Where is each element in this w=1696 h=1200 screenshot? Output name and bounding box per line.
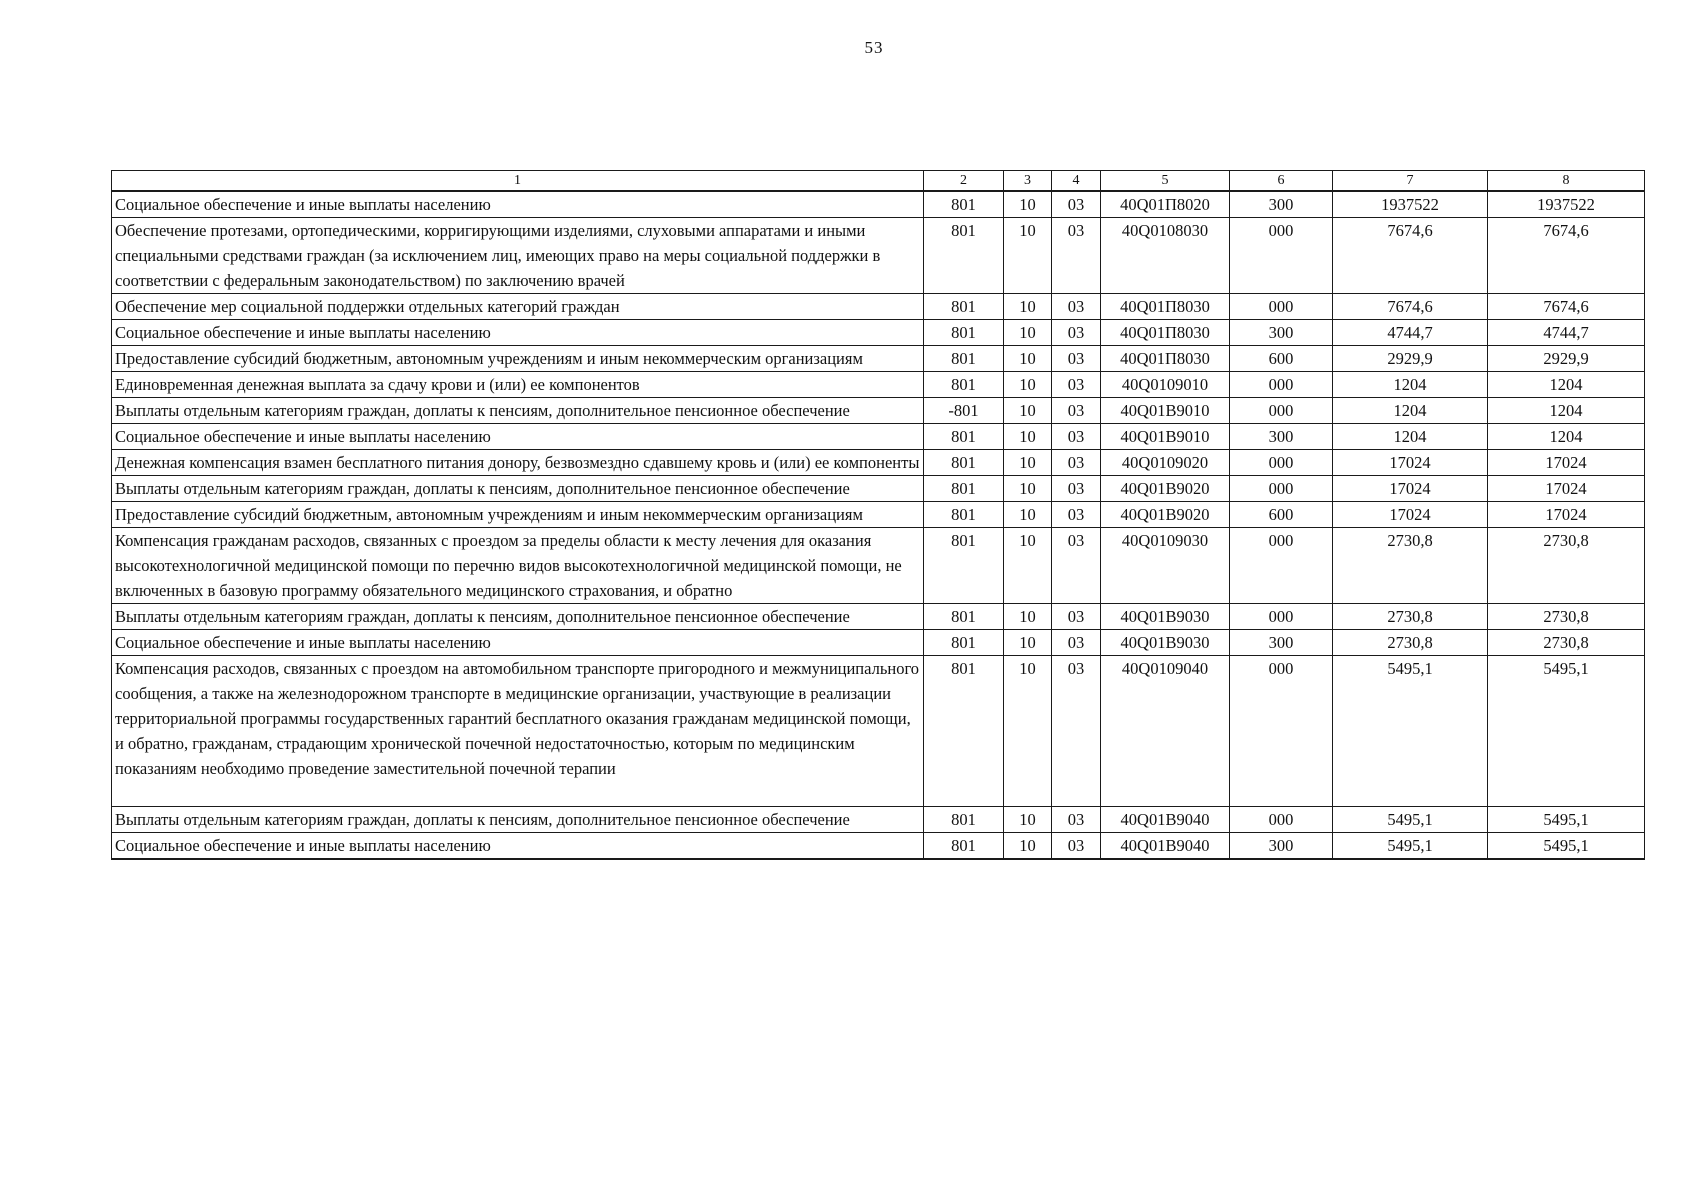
cell-col-5: 40Q0108030	[1101, 218, 1230, 294]
cell-col-3: 10	[1004, 294, 1052, 320]
cell-col-6: 300	[1230, 424, 1333, 450]
cell-col-3: 10	[1004, 476, 1052, 502]
cell-col-7: 1204	[1333, 398, 1488, 424]
table-row	[112, 294, 1645, 320]
cell-col-5: 40Q0109020	[1101, 450, 1230, 476]
cell-col-2: 801	[924, 294, 1004, 320]
cell-col-6: 000	[1230, 372, 1333, 398]
table-row	[112, 656, 1645, 807]
table-row	[112, 528, 1645, 604]
cell-col-2: -801	[924, 398, 1004, 424]
cell-col-4: 03	[1052, 450, 1101, 476]
column-header: 7	[1333, 171, 1488, 192]
cell-col-8: 5495,1	[1488, 833, 1645, 860]
cell-col-2: 801	[924, 372, 1004, 398]
row-name: Социальное обеспечение и иные выплаты населению	[112, 630, 924, 656]
cell-col-7: 2929,9	[1333, 346, 1488, 372]
cell-col-7: 1937522	[1333, 191, 1488, 218]
cell-col-2: 801	[924, 604, 1004, 630]
cell-col-2: 801	[924, 502, 1004, 528]
cell-col-8: 17024	[1488, 450, 1645, 476]
cell-col-5: 40Q0109010	[1101, 372, 1230, 398]
column-header: 1	[112, 171, 924, 192]
cell-col-3: 10	[1004, 833, 1052, 860]
cell-col-4: 03	[1052, 191, 1101, 218]
cell-col-8: 1204	[1488, 424, 1645, 450]
row-name: Предоставление субсидий бюджетным, автономным учреждениям и иным некоммерческим организациям	[112, 346, 924, 372]
cell-col-8: 1204	[1488, 398, 1645, 424]
cell-col-8: 7674,6	[1488, 218, 1645, 294]
row-name: Компенсация расходов, связанных с проездом на автомобильном транспорте пригородного и межмуниципального сообщения, а также на железнодорожном транспорте в медицинские организации, участвующие в реализации территориальной программы государственных гарантий бесплатного оказания гражданам медицинской помощи, и обратно, гражданам, страдающим хронической почечной недостаточностью, которым по медицинским показаниям необходимо проведение заместительной почечной терапии	[112, 656, 924, 807]
cell-col-6: 000	[1230, 528, 1333, 604]
cell-col-4: 03	[1052, 656, 1101, 807]
row-name: Обеспечение мер социальной поддержки отдельных категорий граждан	[112, 294, 924, 320]
table-row	[112, 346, 1645, 372]
cell-col-6: 000	[1230, 218, 1333, 294]
cell-col-2: 801	[924, 450, 1004, 476]
cell-col-6: 000	[1230, 476, 1333, 502]
cell-col-2: 801	[924, 346, 1004, 372]
cell-col-7: 17024	[1333, 502, 1488, 528]
row-name: Выплаты отдельным категориям граждан, доплаты к пенсиям, дополнительное пенсионное обеспечение	[112, 604, 924, 630]
cell-col-2: 801	[924, 191, 1004, 218]
cell-col-5: 40Q01В9020	[1101, 476, 1230, 502]
cell-col-5: 40Q01В9010	[1101, 398, 1230, 424]
row-name: Социальное обеспечение и иные выплаты населению	[112, 320, 924, 346]
cell-col-3: 10	[1004, 191, 1052, 218]
cell-col-4: 03	[1052, 424, 1101, 450]
cell-col-4: 03	[1052, 294, 1101, 320]
cell-col-2: 801	[924, 320, 1004, 346]
cell-col-5: 40Q01В9040	[1101, 807, 1230, 833]
cell-col-7: 2730,8	[1333, 604, 1488, 630]
cell-col-6: 600	[1230, 502, 1333, 528]
cell-col-8: 1204	[1488, 372, 1645, 398]
cell-col-3: 10	[1004, 656, 1052, 807]
table-row	[112, 630, 1645, 656]
cell-col-8: 17024	[1488, 476, 1645, 502]
cell-col-7: 17024	[1333, 476, 1488, 502]
cell-col-8: 5495,1	[1488, 656, 1645, 807]
cell-col-2: 801	[924, 476, 1004, 502]
cell-col-7: 2730,8	[1333, 630, 1488, 656]
cell-col-6: 000	[1230, 294, 1333, 320]
cell-col-4: 03	[1052, 833, 1101, 860]
cell-col-6: 000	[1230, 604, 1333, 630]
row-name: Социальное обеспечение и иные выплаты населению	[112, 424, 924, 450]
table-row	[112, 191, 1645, 218]
table-row	[112, 604, 1645, 630]
cell-col-5: 40Q01П8020	[1101, 191, 1230, 218]
row-name: Выплаты отдельным категориям граждан, доплаты к пенсиям, дополнительное пенсионное обеспечение	[112, 398, 924, 424]
cell-col-4: 03	[1052, 346, 1101, 372]
cell-col-2: 801	[924, 218, 1004, 294]
cell-col-7: 5495,1	[1333, 807, 1488, 833]
cell-col-3: 10	[1004, 450, 1052, 476]
cell-col-8: 5495,1	[1488, 807, 1645, 833]
cell-col-6: 300	[1230, 630, 1333, 656]
cell-col-5: 40Q01В9020	[1101, 502, 1230, 528]
row-name: Компенсация гражданам расходов, связанных с проездом за пределы области к месту лечения для оказания высокотехнологичной медицинской помощи по перечню видов высокотехнологичной медицинской помощи, не включенных в базовую программу обязательного медицинского страхования, и обратно	[112, 528, 924, 604]
table-row	[112, 320, 1645, 346]
row-name: Предоставление субсидий бюджетным, автономным учреждениям и иным некоммерческим организациям	[112, 502, 924, 528]
cell-col-3: 10	[1004, 320, 1052, 346]
table-row	[112, 398, 1645, 424]
table-row	[112, 807, 1645, 833]
cell-col-5: 40Q01П8030	[1101, 294, 1230, 320]
cell-col-5: 40Q01В9030	[1101, 604, 1230, 630]
column-header: 4	[1052, 171, 1101, 192]
cell-col-6: 600	[1230, 346, 1333, 372]
cell-col-7: 7674,6	[1333, 218, 1488, 294]
cell-col-7: 5495,1	[1333, 833, 1488, 860]
column-header: 3	[1004, 171, 1052, 192]
cell-col-4: 03	[1052, 528, 1101, 604]
cell-col-8: 17024	[1488, 502, 1645, 528]
cell-col-3: 10	[1004, 502, 1052, 528]
cell-col-7: 1204	[1333, 424, 1488, 450]
cell-col-3: 10	[1004, 630, 1052, 656]
cell-col-4: 03	[1052, 476, 1101, 502]
row-name: Денежная компенсация взамен бесплатного питания донору, безвозмездно сдавшему кровь и (или) ее компоненты	[112, 450, 924, 476]
page-number: 53	[864, 38, 884, 57]
row-name: Социальное обеспечение и иные выплаты населению	[112, 191, 924, 218]
table-row	[112, 502, 1645, 528]
table-header-row	[112, 171, 1645, 192]
cell-col-7: 17024	[1333, 450, 1488, 476]
column-header: 2	[924, 171, 1004, 192]
cell-col-7: 7674,6	[1333, 294, 1488, 320]
cell-col-5: 40Q0109040	[1101, 656, 1230, 807]
table-row	[112, 476, 1645, 502]
cell-col-4: 03	[1052, 604, 1101, 630]
table-row	[112, 450, 1645, 476]
cell-col-6: 000	[1230, 656, 1333, 807]
budget-table	[111, 170, 1645, 860]
row-name: Выплаты отдельным категориям граждан, доплаты к пенсиям, дополнительное пенсионное обеспечение	[112, 476, 924, 502]
cell-col-6: 000	[1230, 807, 1333, 833]
cell-col-6: 000	[1230, 398, 1333, 424]
cell-col-8: 2730,8	[1488, 630, 1645, 656]
column-header: 6	[1230, 171, 1333, 192]
row-name: Социальное обеспечение и иные выплаты населению	[112, 833, 924, 860]
cell-col-8: 2929,9	[1488, 346, 1645, 372]
cell-col-7: 4744,7	[1333, 320, 1488, 346]
cell-col-2: 801	[924, 807, 1004, 833]
cell-col-2: 801	[924, 833, 1004, 860]
cell-col-3: 10	[1004, 604, 1052, 630]
cell-col-8: 2730,8	[1488, 528, 1645, 604]
cell-col-7: 5495,1	[1333, 656, 1488, 807]
cell-col-6: 000	[1230, 450, 1333, 476]
cell-col-4: 03	[1052, 218, 1101, 294]
cell-col-4: 03	[1052, 630, 1101, 656]
column-header: 8	[1488, 171, 1645, 192]
cell-col-5: 40Q01В9040	[1101, 833, 1230, 860]
cell-col-4: 03	[1052, 807, 1101, 833]
cell-col-3: 10	[1004, 424, 1052, 450]
cell-col-5: 40Q01П8030	[1101, 320, 1230, 346]
cell-col-5: 40Q01В9030	[1101, 630, 1230, 656]
cell-col-8: 2730,8	[1488, 604, 1645, 630]
row-name: Единовременная денежная выплата за сдачу крови и (или) ее компонентов	[112, 372, 924, 398]
row-name: Выплаты отдельным категориям граждан, доплаты к пенсиям, дополнительное пенсионное обеспечение	[112, 807, 924, 833]
row-name: Обеспечение протезами, ортопедическими, корригирующими изделиями, слуховыми аппаратами и иными специальными средствами граждан (за исключением лиц, имеющих право на меры социальной поддержки в соответствии с федеральным законодательством) по заключению врачей	[112, 218, 924, 294]
cell-col-8: 7674,6	[1488, 294, 1645, 320]
cell-col-5: 40Q01В9010	[1101, 424, 1230, 450]
table-row	[112, 424, 1645, 450]
cell-col-8: 1937522	[1488, 191, 1645, 218]
cell-col-2: 801	[924, 528, 1004, 604]
cell-col-7: 2730,8	[1333, 528, 1488, 604]
column-header: 5	[1101, 171, 1230, 192]
cell-col-3: 10	[1004, 346, 1052, 372]
cell-col-4: 03	[1052, 372, 1101, 398]
table-row	[112, 833, 1645, 860]
cell-col-3: 10	[1004, 398, 1052, 424]
cell-col-6: 300	[1230, 833, 1333, 860]
cell-col-3: 10	[1004, 218, 1052, 294]
cell-col-2: 801	[924, 424, 1004, 450]
cell-col-4: 03	[1052, 320, 1101, 346]
table-row	[112, 218, 1645, 294]
cell-col-3: 10	[1004, 807, 1052, 833]
cell-col-7: 1204	[1333, 372, 1488, 398]
cell-col-5: 40Q01П8030	[1101, 346, 1230, 372]
cell-col-6: 300	[1230, 320, 1333, 346]
cell-col-6: 300	[1230, 191, 1333, 218]
cell-col-4: 03	[1052, 398, 1101, 424]
cell-col-3: 10	[1004, 372, 1052, 398]
cell-col-4: 03	[1052, 502, 1101, 528]
cell-col-5: 40Q0109030	[1101, 528, 1230, 604]
cell-col-8: 4744,7	[1488, 320, 1645, 346]
table-row	[112, 372, 1645, 398]
cell-col-3: 10	[1004, 528, 1052, 604]
cell-col-2: 801	[924, 630, 1004, 656]
cell-col-2: 801	[924, 656, 1004, 807]
